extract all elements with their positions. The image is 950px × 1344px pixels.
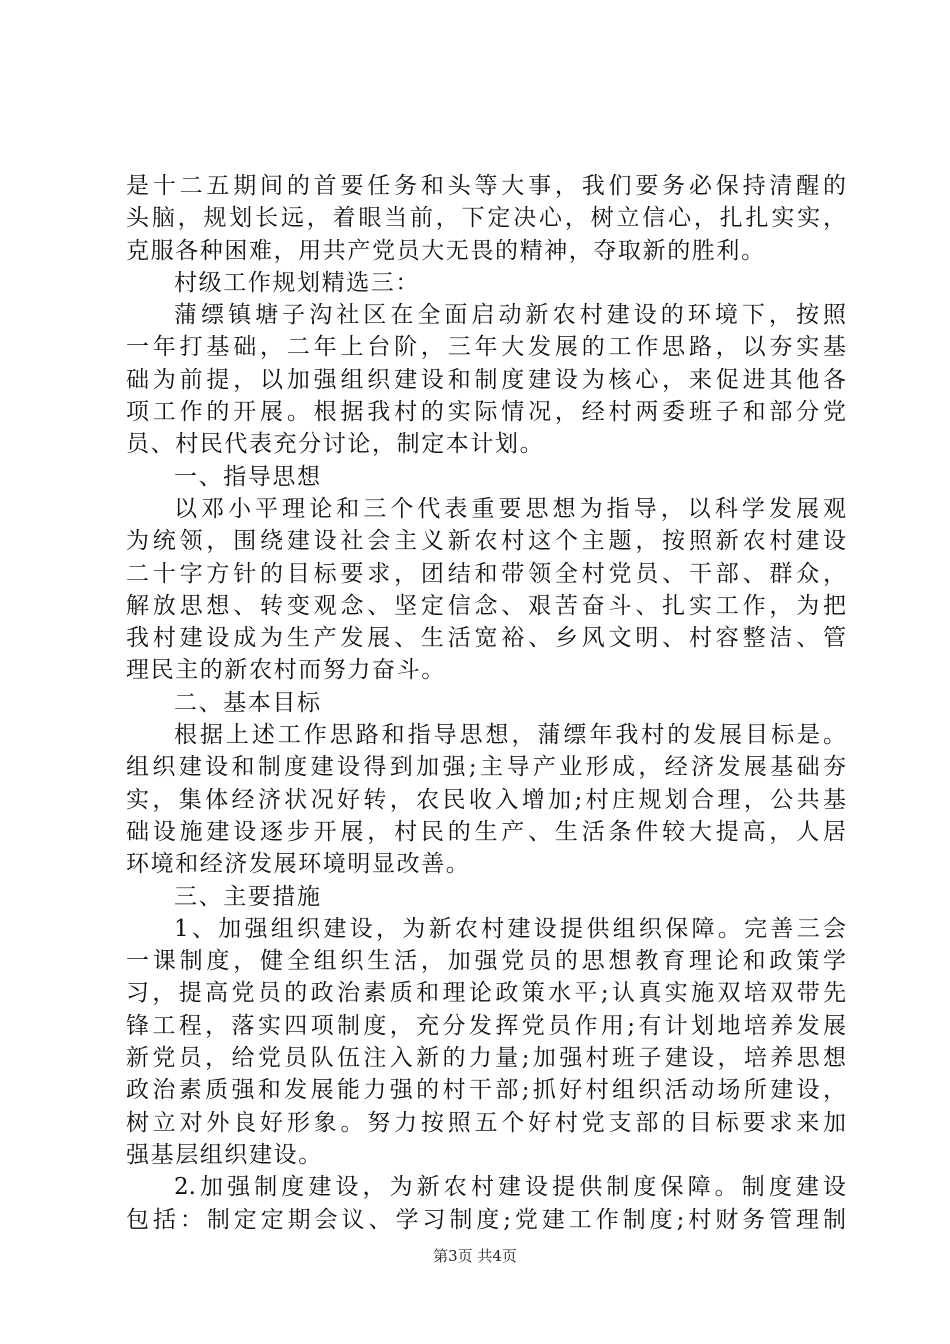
text-line: 二十字方针的目标要求，团结和带领全村党员、干部、群众， (126, 560, 846, 587)
text-line: 实，集体经济状况好转，农民收入增加;村庄规划合理，公共基 (126, 786, 846, 813)
text-line: 员、村民代表充分讨论，制定本计划。 (126, 431, 545, 458)
document-body (126, 170, 846, 1236)
text-line: 础设施建设逐步开展，村民的生产、生活条件较大提高，人居 (126, 818, 846, 845)
text-line: 头脑，规划长远，着眼当前，下定决心，树立信心，扎扎实实， (126, 205, 846, 232)
text-line: 是十二五期间的首要任务和头等大事，我们要务必保持清醒的 (126, 173, 846, 199)
text-line: 为统领，围绕建设社会主义新农村这个主题，按照新农村建设 (126, 528, 846, 555)
text-line: 解放思想、转变观念、坚定信念、艰苦奋斗、扎实工作，为把 (126, 592, 846, 619)
text-line: 一、指导思想 (174, 463, 322, 490)
text-line: 础为前提，以加强组织建设和制度建设为核心，来促进其他各 (126, 366, 846, 393)
text-line: 我村建设成为生产发展、生活宽裕、乡风文明、村容整洁、管 (126, 625, 846, 652)
text-line: 锋工程，落实四项制度，充分发挥党员作用;有计划地培养发展 (126, 1012, 846, 1039)
page-footer: 第3页 共4页 (433, 1247, 517, 1265)
text-line: 以邓小平理论和三个代表重要思想为指导，以科学发展观 (174, 495, 846, 522)
text-line: 习，提高党员的政治素质和理论政策水平;认真实施双培双带先 (126, 980, 846, 1007)
text-line: 一年打基础，二年上台阶，三年大发展的工作思路，以夯实基 (126, 334, 846, 361)
text-line: 一课制度，健全组织生活，加强党员的思想教育理论和政策学 (126, 948, 846, 975)
text-line: 2.加强制度建设，为新农村建设提供制度保障。制度建设 (174, 1174, 846, 1201)
text-line: 克服各种困难，用共产党员大无畏的精神，夺取新的胜利。 (126, 237, 766, 264)
text-line: 树立对外良好形象。努力按照五个好村党支部的目标要求来加 (126, 1109, 846, 1136)
text-line: 项工作的开展。根据我村的实际情况，经村两委班子和部分党 (126, 399, 846, 426)
text-line: 新党员，给党员队伍注入新的力量;加强村班子建设，培养思想 (126, 1045, 846, 1072)
text-line: 环境和经济发展环境明显改善。 (126, 851, 471, 878)
text-line: 根据上述工作思路和指导思想，蒲缥年我村的发展目标是。 (174, 722, 846, 749)
text-line: 包括：制定定期会议、学习制度;党建工作制度;村财务管理制 (126, 1206, 846, 1233)
text-line: 1、加强组织建设，为新农村建设提供组织保障。完善三会 (174, 915, 846, 942)
text-line: 理民主的新农村而努力奋斗。 (126, 657, 446, 684)
text-line: 组织建设和制度建设得到加强;主导产业形成，经济发展基础夯 (126, 754, 846, 781)
text-line: 二、基本目标 (174, 689, 322, 716)
text-line: 蒲缥镇塘子沟社区在全面启动新农村建设的环境下，按照 (174, 302, 846, 329)
text-line: 政治素质强和发展能力强的村干部;抓好村组织活动场所建设， (126, 1077, 846, 1104)
text-line: 三、主要措施 (174, 883, 322, 910)
text-line: 强基层组织建设。 (126, 1141, 323, 1168)
text-line: 村级工作规划精选三： (174, 269, 420, 296)
